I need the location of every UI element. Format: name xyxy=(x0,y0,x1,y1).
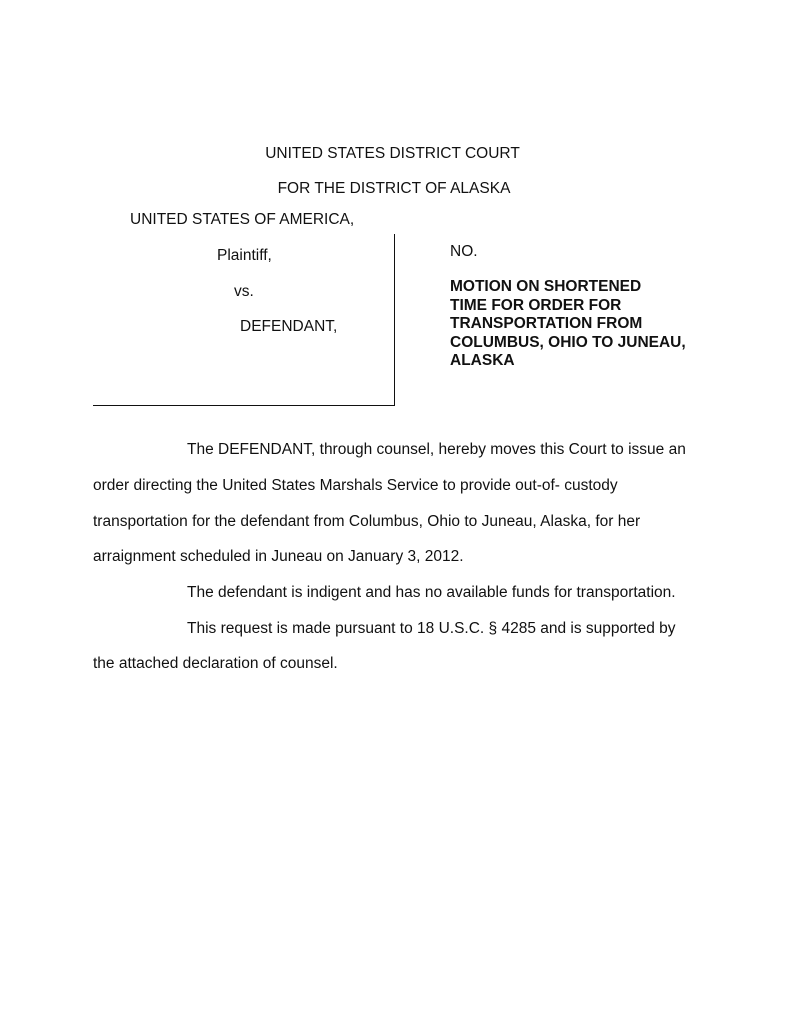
case-number-label: NO. xyxy=(450,243,478,260)
versus-label: vs. xyxy=(234,283,254,300)
paragraph-1-line-3: transportation for the defendant from Columbus, Ohio to Juneau, Alaska, for her xyxy=(93,513,641,530)
defendant-label: DEFENDANT, xyxy=(240,318,338,335)
paragraph-3-line-1: This request is made pursuant to 18 U.S.C. § 4285 and is supported by xyxy=(187,620,676,637)
court-district: FOR THE DISTRICT OF ALASKA xyxy=(277,180,511,197)
caption-horizontal-rule xyxy=(93,405,395,406)
court-name: UNITED STATES DISTRICT COURT xyxy=(265,145,520,162)
motion-title: MOTION ON SHORTENED TIME FOR ORDER FOR TRANSPORTATION FROM COLUMBUS, OHIO TO JUNEAU, ALASKA xyxy=(450,278,686,369)
plaintiff-label: Plaintiff, xyxy=(217,247,272,264)
paragraph-2: The defendant is indigent and has no available funds for transportation. xyxy=(187,584,676,601)
paragraph-1-line-2: order directing the United States Marshals Service to provide out-of- custody xyxy=(93,477,618,494)
caption-vertical-rule xyxy=(394,234,395,406)
paragraph-1-line-1: The DEFENDANT, through counsel, hereby moves this Court to issue an xyxy=(187,441,686,458)
plaintiff-party: UNITED STATES OF AMERICA, xyxy=(130,211,355,228)
paragraph-3-line-2: the attached declaration of counsel. xyxy=(93,655,338,672)
paragraph-1-line-4: arraignment scheduled in Juneau on January 3, 2012. xyxy=(93,548,464,565)
